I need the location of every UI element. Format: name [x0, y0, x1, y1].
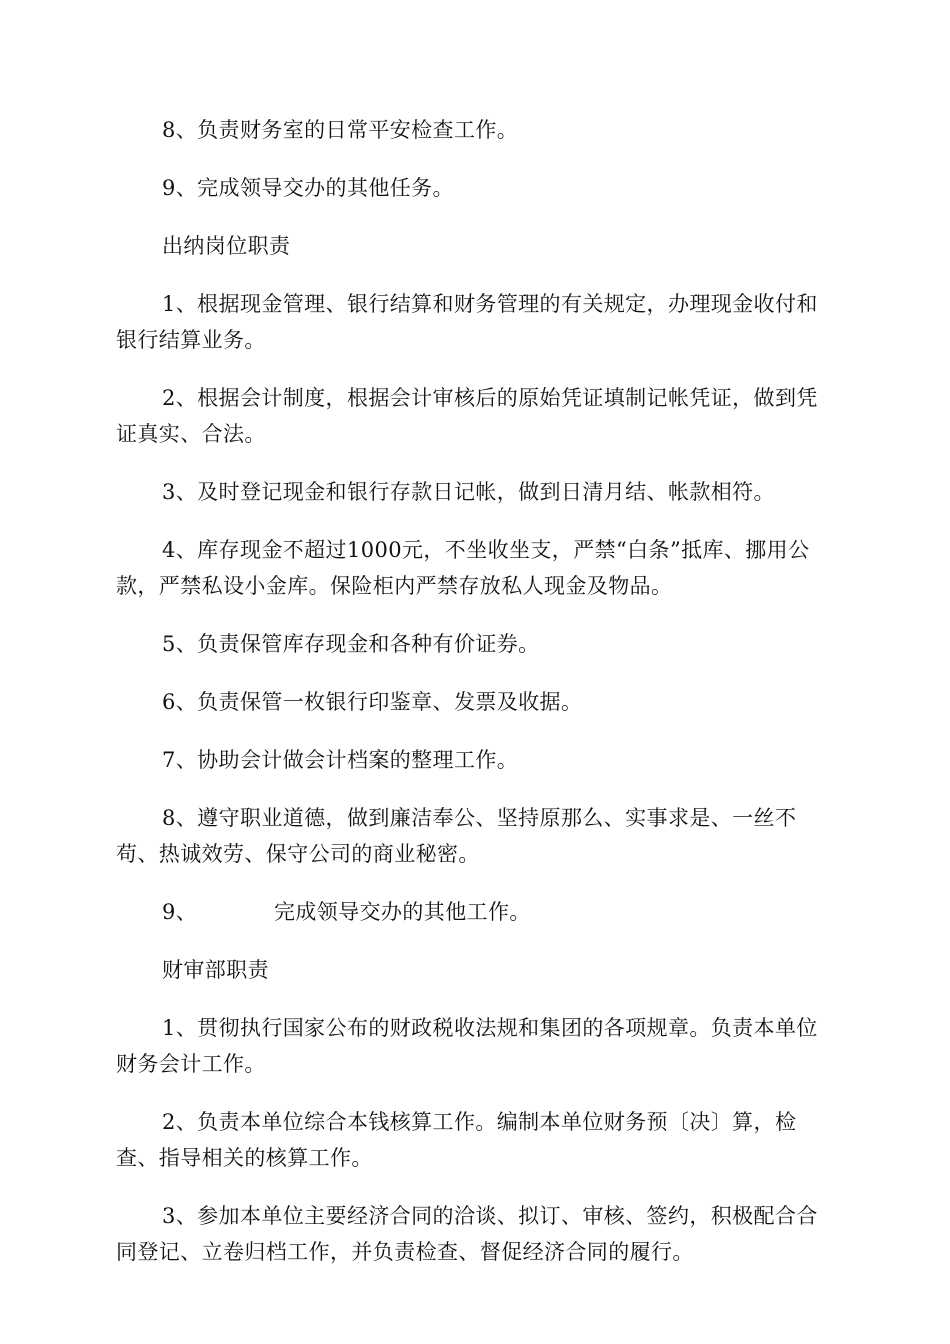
paragraph: 8、负责财务室的日常平安检查工作。: [162, 118, 519, 142]
paragraph: 3、及时登记现金和银行存款日记帐，做到日清月结、帐款相符。: [162, 480, 775, 504]
paragraph: 5、负责保管库存现金和各种有价证券。: [162, 632, 540, 656]
paragraph: 1、贯彻执行国家公布的财政税收法规和集团的各项规章。负责本单位财务会计工作。: [116, 1016, 818, 1076]
paragraph: 4、库存现金不超过1000元，不坐收坐支，严禁“白条”抵库、挪用公款，严禁私设小金库。保险柜内严禁存放私人现金及物品。: [116, 538, 810, 598]
paragraph: 2、根据会计制度，根据会计审核后的原始凭证填制记帐凭证，做到凭证真实、合法。: [116, 386, 818, 446]
paragraph-number: 9、: [162, 900, 198, 924]
paragraph: 7、协助会计做会计档案的整理工作。: [162, 748, 519, 772]
paragraph: [116, 894, 832, 930]
paragraph: 6、负责保管一枚银行印鉴章、发票及收据。: [162, 690, 583, 714]
paragraph: 8、遵守职业道德，做到廉洁奉公、坚持原那么、实事求是、一丝不苟、热诚效劳、保守公司的商业秘密。: [116, 806, 797, 866]
paragraph: 3、参加本单位主要经济合同的洽谈、拟订、审核、签约，积极配合合同登记、立卷归档工作，并负责检查、督促经济合同的履行。: [116, 1204, 818, 1264]
paragraph: 2、负责本单位综合本钱核算工作。编制本单位财务预〔决〕算，检查、指导相关的核算工作。: [116, 1110, 797, 1170]
document-body: [116, 112, 832, 1292]
section-heading-finance-audit: 财审部职责: [162, 958, 269, 982]
paragraph-text: 完成领导交办的其他工作。: [274, 900, 531, 924]
paragraph: 1、根据现金管理、银行结算和财务管理的有关规定，办理现金收付和银行结算业务。: [116, 292, 818, 352]
section-heading-cashier: 出纳岗位职责: [162, 234, 291, 258]
paragraph: 9、完成领导交办的其他任务。: [162, 176, 454, 200]
